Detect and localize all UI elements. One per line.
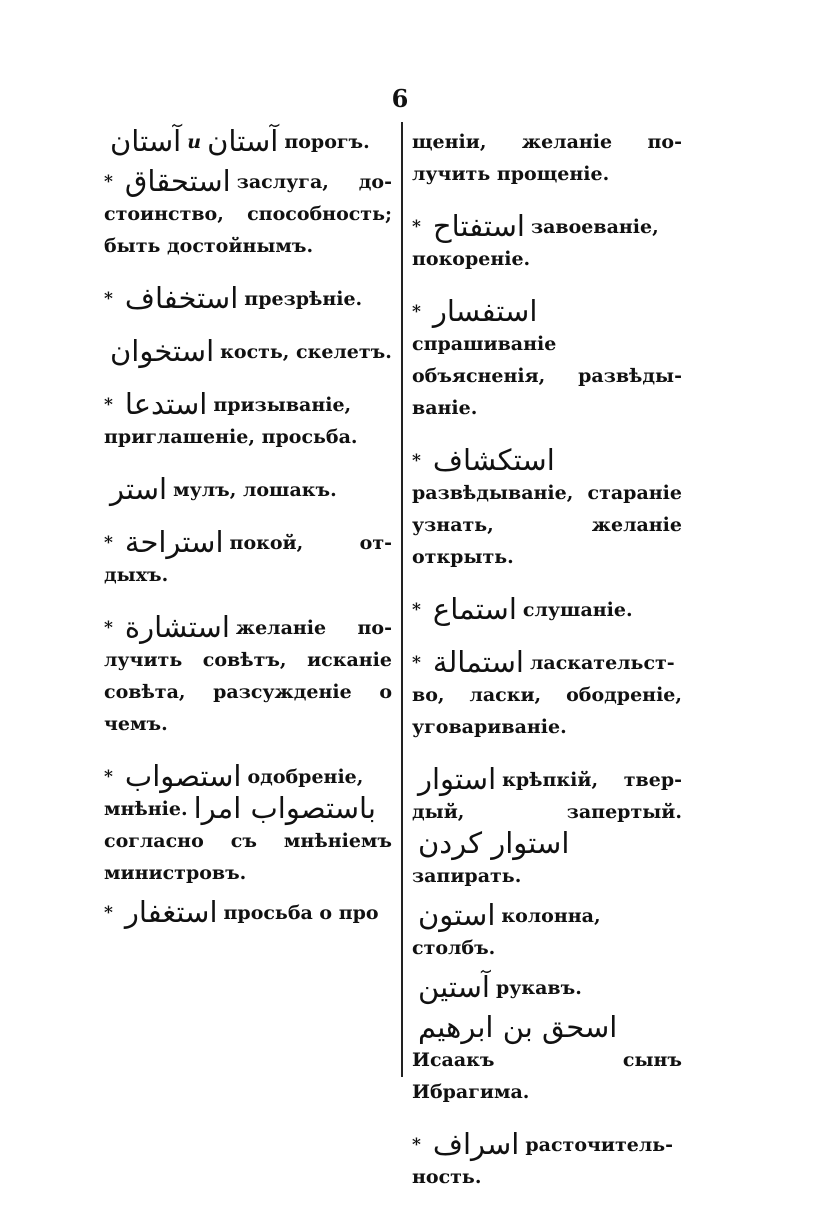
arabic-headword: استوار: [418, 762, 497, 796]
definition: рукавъ.: [495, 977, 582, 999]
definition: завоеваніе, покореніе.: [412, 216, 659, 270]
right-column: [412, 126, 682, 1214]
definition: крѣпкій, твердый, запертый.: [412, 769, 682, 823]
arabic-headword: استون: [418, 898, 496, 932]
dictionary-entry-continued: [412, 126, 682, 190]
arabic-headword: استمالة: [432, 645, 524, 679]
definition: желаніе получить совѣтъ, исканіе совѣта, разсужденіе о чемъ.: [104, 617, 392, 735]
dictionary-entry: [412, 1012, 682, 1108]
definition: презрѣніе.: [244, 288, 363, 310]
page-number: 6: [391, 84, 409, 113]
asterisk-mark: *: [104, 767, 113, 787]
dictionary-entry: [412, 764, 682, 892]
dictionary-entry: [412, 972, 682, 1004]
arabic-headword: استفسار: [432, 294, 538, 328]
phrase-definition: согласно съ мнѣніемъ министровъ.: [104, 830, 392, 884]
asterisk-mark: *: [412, 217, 421, 237]
dictionary-entry: [104, 336, 392, 368]
asterisk-mark: *: [104, 395, 113, 415]
dictionary-entry: [412, 445, 682, 573]
arabic-phrase: استوار کردن: [418, 826, 570, 860]
dictionary-entry: [412, 594, 682, 626]
arabic-headword: استراحة: [124, 525, 224, 559]
arabic-headword: استفتاح: [432, 209, 525, 243]
dictionary-entry: [104, 389, 392, 453]
dictionary-entry: [104, 612, 392, 740]
dictionary-entry: [104, 283, 392, 315]
dictionary-entry: [104, 527, 392, 591]
definition: кость, скелетъ.: [220, 341, 392, 363]
arabic-headword: آستان: [110, 124, 182, 158]
definition: призываніе, приглашеніе, просьба.: [104, 394, 358, 448]
definition: колонна, столбъ.: [412, 905, 601, 959]
dictionary-entry: [104, 761, 392, 889]
arabic-headword: استصواب: [124, 759, 242, 793]
asterisk-mark: *: [104, 533, 113, 553]
definition: расточительность.: [412, 1134, 674, 1188]
definition: просьба о про: [223, 902, 379, 924]
definition: ласкательство, ласки, ободреніе, уговариваніе.: [412, 652, 682, 738]
arabic-phrase: باستصواب امرا: [193, 791, 376, 825]
arabic-headword: استر: [110, 472, 168, 506]
arabic-headword: استكشاف: [432, 443, 555, 477]
dictionary-entry: [412, 1129, 682, 1193]
definition: одобреніе, мнѣніе.: [104, 766, 364, 820]
definition: Исаакъ сынъ Ибрагима.: [412, 1049, 682, 1103]
connector-word: и: [187, 131, 202, 153]
definition: спрашиваніе объясненія, развѣдываніе.: [412, 333, 682, 419]
dictionary-entry: [104, 166, 392, 262]
arabic-headword: استدعا: [124, 387, 208, 421]
asterisk-mark: *: [412, 653, 421, 673]
asterisk-mark: *: [104, 903, 113, 923]
definition: слушаніе.: [522, 599, 633, 621]
definition: развѣдываніе, стараніе узнать, желаніе открыть.: [412, 482, 682, 568]
phrase-definition: запирать.: [412, 865, 522, 887]
asterisk-mark: *: [412, 600, 421, 620]
definition: заслуга, достоинство, способность; быть достойнымъ.: [104, 171, 392, 257]
definition: щеніи, желаніе получить прощеніе.: [412, 131, 682, 185]
dictionary-entry: [412, 647, 682, 743]
dictionary-entry: [412, 211, 682, 275]
asterisk-mark: *: [412, 1135, 421, 1155]
definition: покой, отдыхъ.: [104, 532, 392, 586]
asterisk-mark: *: [104, 172, 113, 192]
arabic-headword: استغفار: [124, 895, 218, 929]
definition: мулъ, лошакъ.: [173, 479, 337, 501]
arabic-variant: آستان: [207, 124, 279, 158]
asterisk-mark: *: [104, 618, 113, 638]
asterisk-mark: *: [104, 289, 113, 309]
arabic-headword: استخوان: [110, 334, 215, 368]
arabic-headword: اسحق بن ابرهيم: [418, 1010, 618, 1044]
definition: порогъ.: [284, 131, 370, 153]
asterisk-mark: *: [412, 302, 421, 322]
arabic-headword: آستين: [418, 970, 490, 1004]
dictionary-entry: [104, 897, 392, 929]
asterisk-mark: *: [412, 451, 421, 471]
column-divider: [401, 122, 403, 1077]
arabic-headword: اسراف: [432, 1127, 520, 1161]
dictionary-entry: [412, 296, 682, 424]
arabic-headword: استحقاق: [124, 164, 231, 198]
arabic-headword: استماع: [432, 592, 517, 626]
dictionary-entry: [412, 900, 682, 964]
arabic-headword: استشارة: [124, 610, 230, 644]
dictionary-entry: [104, 474, 392, 506]
left-column: [104, 126, 392, 950]
dictionary-entry: [104, 126, 392, 158]
arabic-headword: استخفاف: [124, 281, 239, 315]
